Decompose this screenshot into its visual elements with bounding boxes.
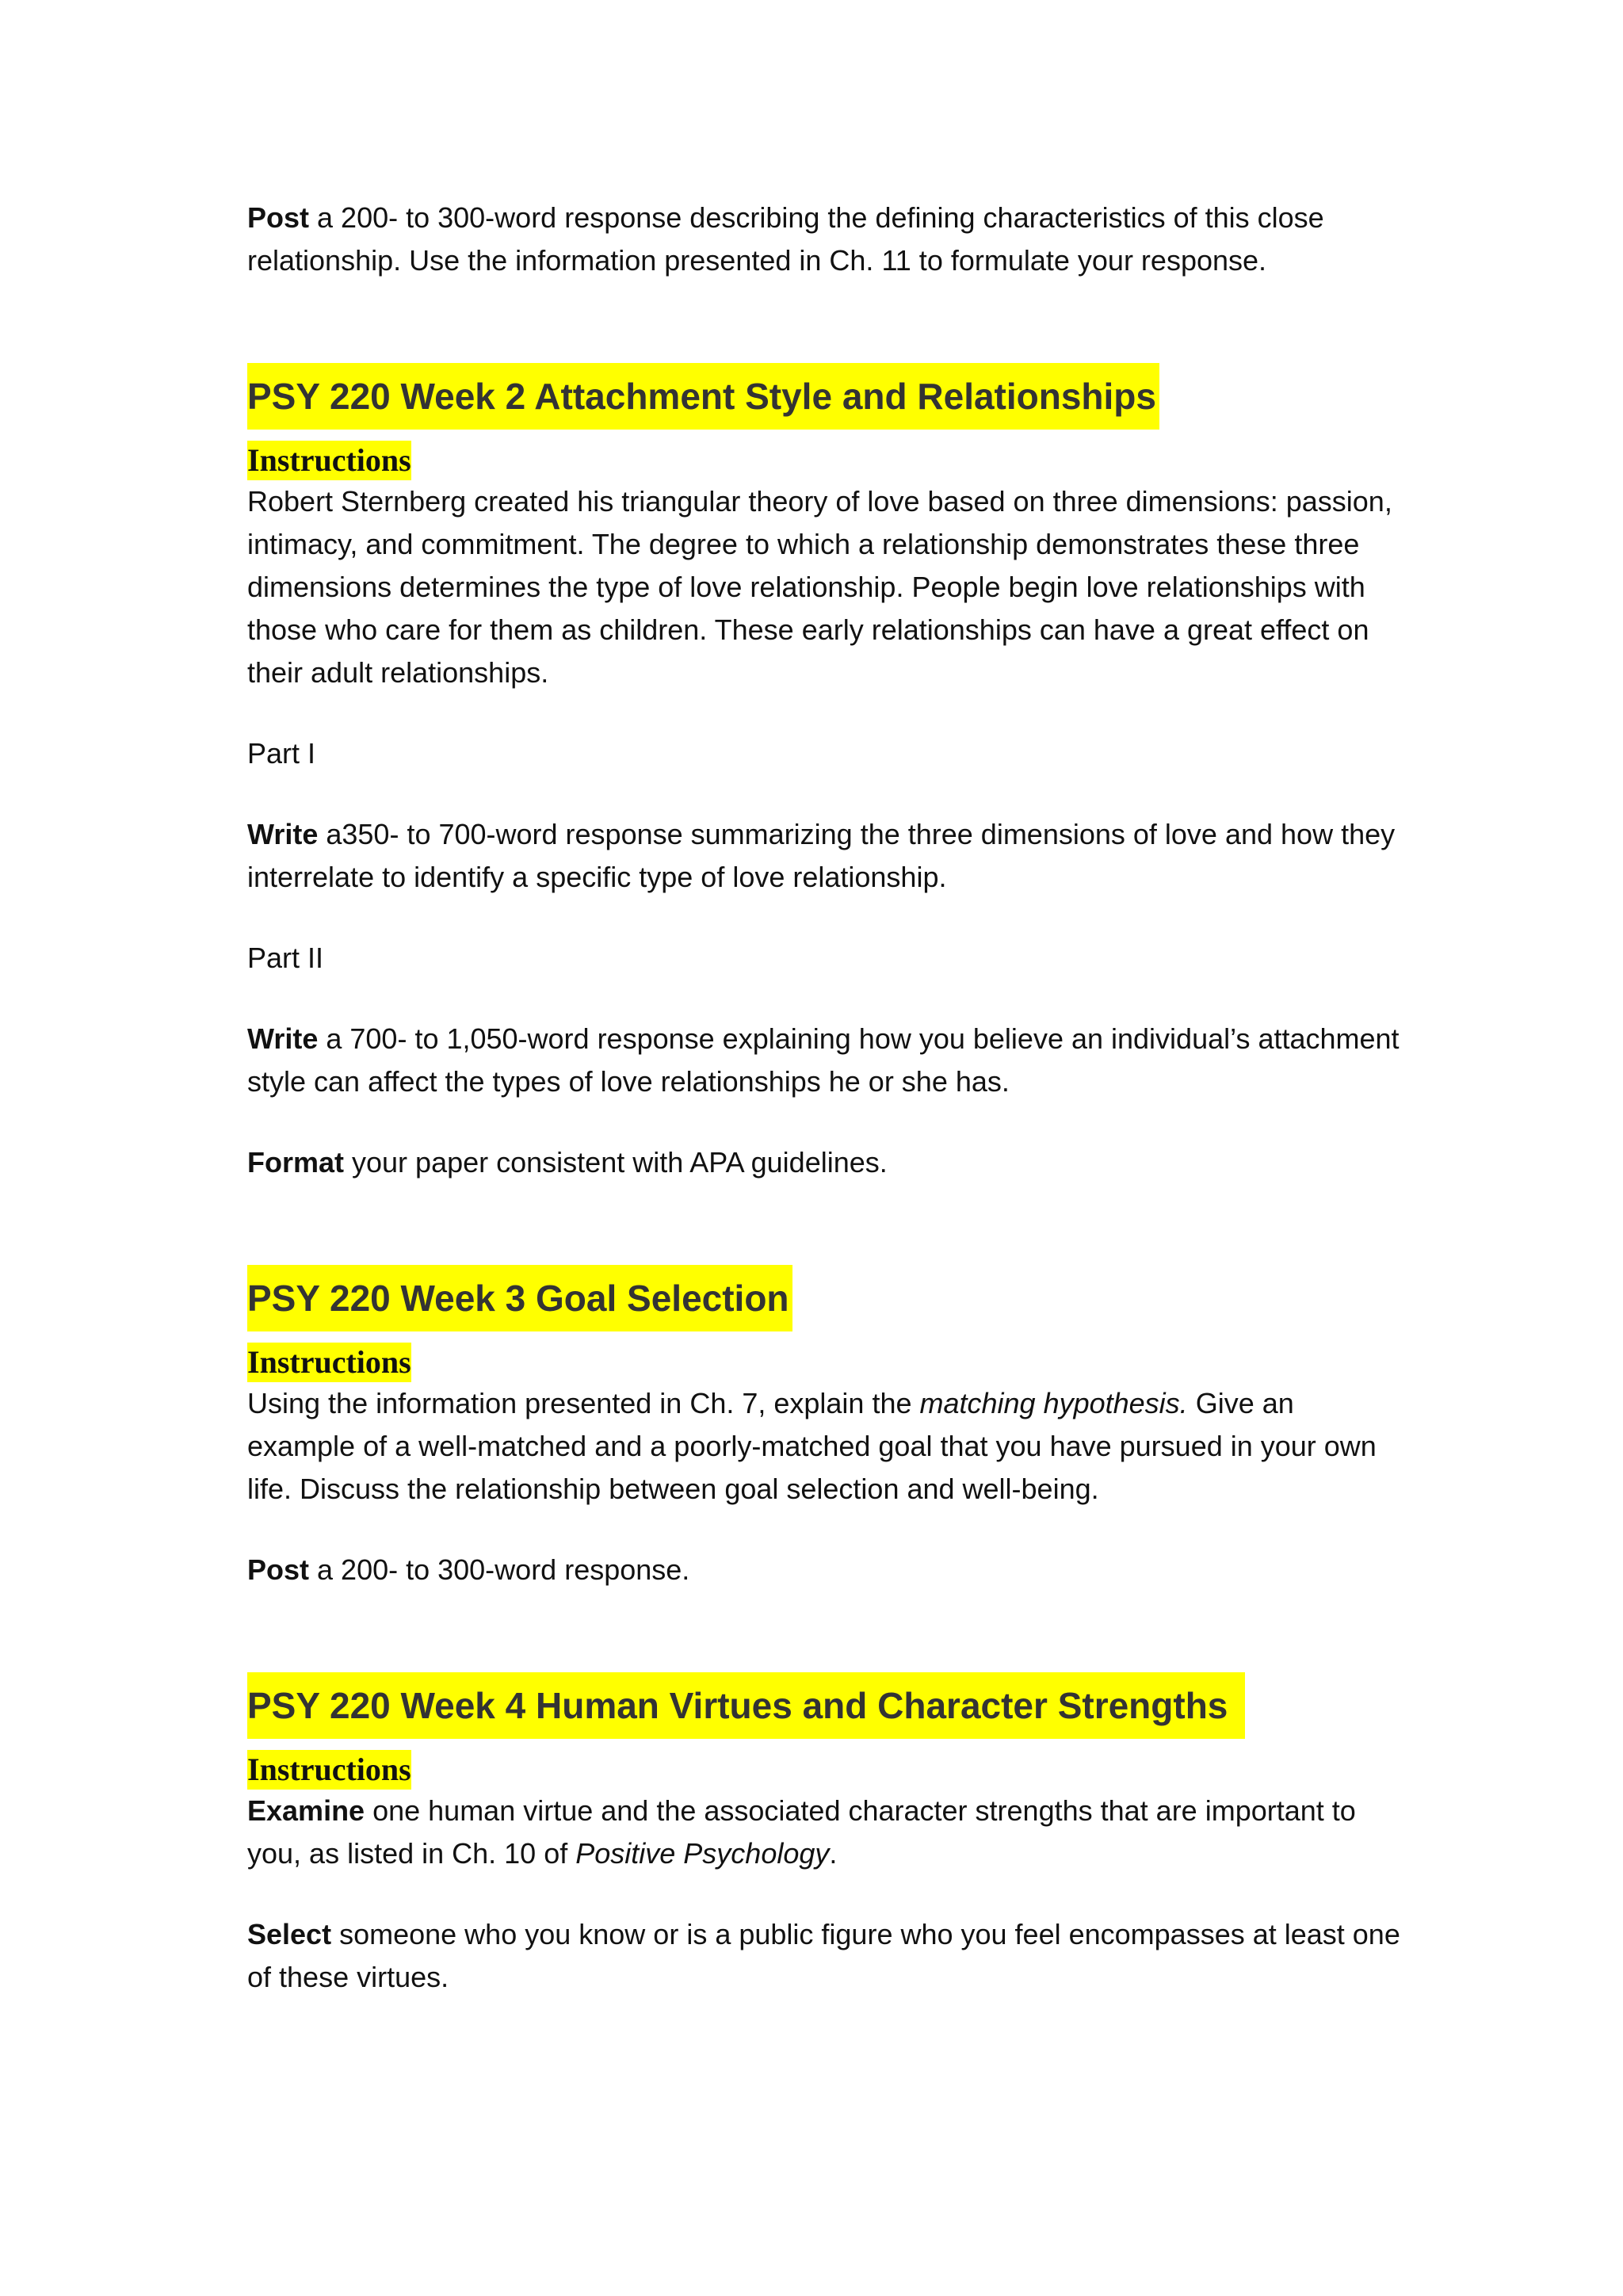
write-keyword: Write bbox=[247, 1022, 319, 1055]
format-keyword: Format bbox=[247, 1146, 345, 1179]
week2-part2-text: a 700- to 1,050-word response explaining how you believe an individual’s attachment style can affect the types of love relationships he or she has. bbox=[247, 1022, 1400, 1098]
week3-post-paragraph bbox=[247, 1549, 1404, 1591]
document-page bbox=[247, 197, 1404, 1999]
write-keyword: Write bbox=[247, 818, 319, 850]
week4-heading: PSY 220 Week 4 Human Virtues and Character Strengths bbox=[247, 1672, 1245, 1739]
week3-post-text: a 200- to 300-word response. bbox=[309, 1553, 690, 1586]
week4-examine-paragraph bbox=[247, 1790, 1404, 1875]
week2-body: Robert Sternberg created his triangular theory of love based on three dimensions: passion, intimacy, and commitment. The degree to which a relationship demonstrates these three dimensions determines the type of love relationship. People begin love relationships with those who care for them as children. These early relationships can have a great effect on their adult relationships. bbox=[247, 485, 1392, 689]
week3-heading: PSY 220 Week 3 Goal Selection bbox=[247, 1265, 792, 1331]
week2-heading: PSY 220 Week 2 Attachment Style and Relationships bbox=[247, 363, 1159, 430]
week2-part1-text: a350- to 700-word response summarizing the three dimensions of love and how they interrelate to identify a specific type of love relationship. bbox=[247, 818, 1396, 893]
week2-part2-paragraph bbox=[247, 1018, 1404, 1103]
week2-part1-label: Part I bbox=[247, 737, 316, 770]
week3-body-italic: matching hypothesis. bbox=[919, 1387, 1188, 1419]
week4-select-text: someone who you know or is a public figure who you feel encompasses at least one of these virtues. bbox=[247, 1918, 1400, 1993]
week3-instructions-label: Instructions bbox=[247, 1343, 411, 1382]
week3-body-before: Using the information presented in Ch. 7, explain the bbox=[247, 1387, 920, 1419]
week2-format-paragraph bbox=[247, 1141, 1404, 1184]
week2-part1-paragraph bbox=[247, 813, 1404, 899]
examine-keyword: Examine bbox=[247, 1794, 365, 1827]
select-keyword: Select bbox=[247, 1918, 332, 1950]
week3-body bbox=[247, 1382, 1404, 1511]
post-keyword: Post bbox=[247, 201, 310, 234]
week4-examine-text: one human virtue and the associated character strengths that are important to you, as listed in Ch. 10 of bbox=[247, 1794, 1356, 1870]
intro-post-paragraph bbox=[247, 197, 1404, 282]
week2-format-text: your paper consistent with APA guidelines. bbox=[344, 1146, 888, 1179]
week3-body-after: Give an example of a well-matched and a poorly-matched goal that you have pursued in your own life. Discuss the relationship between goal selection and well-being. bbox=[247, 1387, 1377, 1505]
intro-post-text: a 200- to 300-word response describing the defining characteristics of this close relationship. Use the information presented in Ch. 11 to formulate your response. bbox=[247, 201, 1324, 277]
week4-examine-end: . bbox=[829, 1837, 838, 1870]
week4-book-title: Positive Psychology bbox=[575, 1837, 830, 1870]
week2-instructions-label: Instructions bbox=[247, 441, 411, 480]
week4-instructions-label: Instructions bbox=[247, 1750, 411, 1790]
week2-part2-label: Part II bbox=[247, 942, 324, 974]
week4-select-paragraph bbox=[247, 1913, 1404, 1999]
post-keyword: Post bbox=[247, 1553, 310, 1586]
